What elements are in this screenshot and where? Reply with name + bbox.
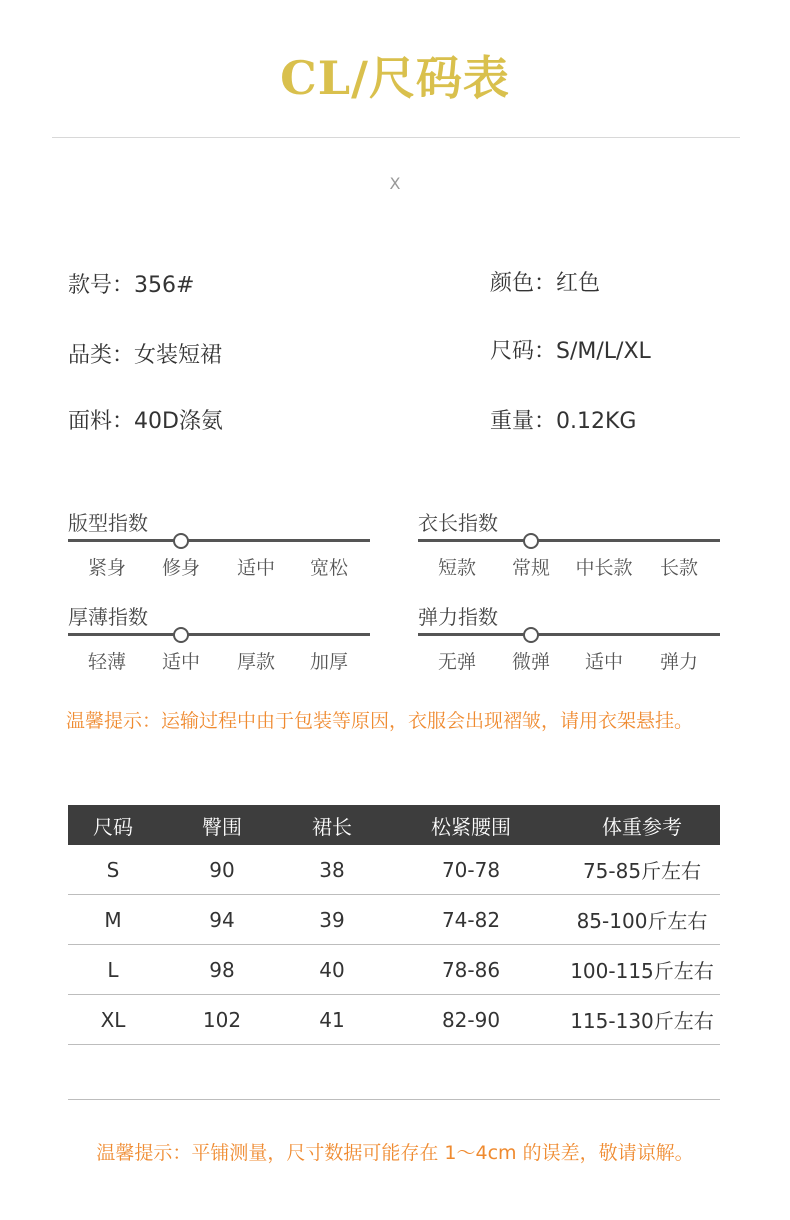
index-track <box>68 633 370 636</box>
index-title: 版型指数 <box>68 511 148 535</box>
index-title: 弹力指数 <box>418 605 498 629</box>
index-marker <box>173 533 189 549</box>
table-row <box>68 895 720 945</box>
table-cell: 38 <box>286 845 378 895</box>
index-label: 中长款 <box>575 557 633 579</box>
table-cell: XL <box>68 995 158 1045</box>
index-label: 弹力 <box>659 651 698 673</box>
column-header: 臀围 <box>158 805 286 845</box>
index-label: 适中 <box>236 557 275 579</box>
index-label: 适中 <box>584 651 623 673</box>
table-cell: M <box>68 895 158 945</box>
index-marker <box>173 627 189 643</box>
table-header-row <box>68 805 720 845</box>
index-label: 短款 <box>437 557 476 579</box>
table-cell: 70-78 <box>378 845 564 895</box>
shipping-tip: 温馨提示：运输过程中由于包装等原因，衣服会出现褶皱，请用衣架悬挂。 <box>66 710 694 732</box>
table-cell: 100-115斤左右 <box>564 945 720 995</box>
column-header: 裙长 <box>286 805 378 845</box>
index-track <box>418 633 720 636</box>
column-header: 尺码 <box>68 805 158 845</box>
table-cell: 102 <box>158 995 286 1045</box>
index-title: 厚薄指数 <box>68 605 148 629</box>
column-header: 体重参考 <box>564 805 720 845</box>
size-range-info: 尺码：S/M/L/XL <box>490 339 651 364</box>
table-cell: 85-100斤左右 <box>564 895 720 945</box>
index-label: 紧身 <box>87 557 126 579</box>
table-cell: 39 <box>286 895 378 945</box>
color-info: 颜色：红色 <box>490 271 601 296</box>
table-cell: L <box>68 945 158 995</box>
index-label: 常规 <box>511 557 550 579</box>
index-marker <box>523 627 539 643</box>
column-header: 松紧腰围 <box>378 805 564 845</box>
table-cell: 78-86 <box>378 945 564 995</box>
weight-info: 重量：0.12KG <box>490 409 637 434</box>
table-cell: 74-82 <box>378 895 564 945</box>
size-table <box>68 805 720 1045</box>
index-label: 轻薄 <box>87 651 126 673</box>
category-info: 品类：女装短裙 <box>68 343 223 368</box>
index-label: 微弹 <box>511 651 550 673</box>
page-title: CL/尺码表 <box>280 51 510 105</box>
table-cell: S <box>68 845 158 895</box>
table-cell: 41 <box>286 995 378 1045</box>
index-label: 宽松 <box>309 557 348 579</box>
table-row <box>68 995 720 1045</box>
table-cell: 90 <box>158 845 286 895</box>
index-label: 长款 <box>659 557 698 579</box>
header-divider <box>52 137 740 138</box>
table-cell: 94 <box>158 895 286 945</box>
index-title: 衣长指数 <box>418 511 498 535</box>
measurement-tip: 温馨提示：平铺测量，尺寸数据可能存在 1～4cm 的误差，敬请谅解。 <box>96 1142 694 1164</box>
table-cell: 75-85斤左右 <box>564 845 720 895</box>
index-label: 加厚 <box>309 651 348 673</box>
table-row <box>68 945 720 995</box>
bottom-divider <box>68 1099 720 1100</box>
index-label: 无弹 <box>437 651 476 673</box>
index-label: 适中 <box>161 651 200 673</box>
fabric-info: 面料：40D涤氨 <box>68 409 223 434</box>
index-label: 修身 <box>161 557 200 579</box>
index-track <box>418 539 720 542</box>
table-cell: 115-130斤左右 <box>564 995 720 1045</box>
index-label: 厚款 <box>236 651 275 673</box>
table-cell: 98 <box>158 945 286 995</box>
close-icon[interactable]: X <box>389 174 401 193</box>
table-cell: 82-90 <box>378 995 564 1045</box>
table-cell: 40 <box>286 945 378 995</box>
index-marker <box>523 533 539 549</box>
index-track <box>68 539 370 542</box>
style-number: 款号：356# <box>68 273 195 298</box>
table-row <box>68 845 720 895</box>
